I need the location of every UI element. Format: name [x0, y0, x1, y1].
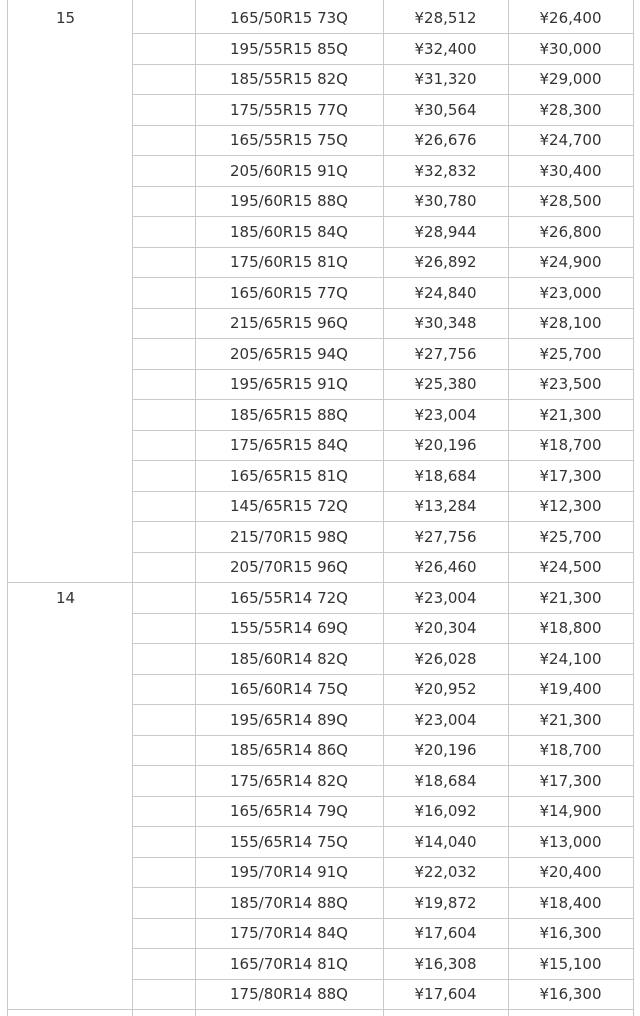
rim-size-cell — [7, 583, 132, 613]
tire-size-cell: 165/65R14 79Q — [230, 802, 348, 820]
price-cell-second: ¥21,300 — [539, 710, 602, 729]
price-cell-second: ¥16,300 — [539, 924, 602, 942]
tire-size-cell: 215/65R15 96Q — [230, 314, 348, 332]
price-cell-first: ¥23,004 — [414, 588, 477, 607]
price-cell-first: ¥17,604 — [414, 924, 477, 942]
price-cell-first: ¥20,952 — [414, 680, 477, 698]
price-cell-first: ¥30,348 — [414, 314, 477, 332]
group-divider — [7, 1009, 633, 1010]
tire-size-cell: 205/70R15 96Q — [230, 558, 348, 576]
tire-size-cell: 165/55R15 75Q — [230, 131, 348, 149]
price-cell-first: ¥18,684 — [414, 466, 477, 485]
tire-size-cell: 165/65R15 81Q — [230, 466, 348, 485]
tire-size-cell: 155/55R14 69Q — [230, 619, 348, 637]
price-cell-second: ¥29,000 — [539, 70, 602, 88]
tire-size-cell: 185/60R15 84Q — [230, 222, 348, 241]
price-cell-first: ¥20,196 — [414, 741, 477, 759]
price-cell-first: ¥22,032 — [414, 863, 477, 881]
tire-size-cell: 165/50R15 73Q — [230, 9, 348, 27]
tire-size-cell: 195/65R15 91Q — [230, 375, 348, 393]
tire-size-cell: 165/60R15 77Q — [230, 283, 348, 302]
price-cell-second: ¥16,300 — [539, 985, 602, 1003]
tire-size-cell: 185/70R14 88Q — [230, 893, 348, 912]
price-cell-first: ¥27,756 — [414, 527, 477, 546]
price-cell-second: ¥28,500 — [539, 192, 602, 210]
tire-size-cell: 175/65R15 84Q — [230, 436, 348, 454]
tire-size-cell: 175/55R15 77Q — [230, 100, 348, 119]
price-cell-second: ¥19,400 — [539, 680, 602, 698]
price-cell-first: ¥20,304 — [414, 619, 477, 637]
price-cell-second: ¥25,700 — [539, 344, 602, 363]
price-cell-first: ¥23,004 — [414, 405, 477, 424]
price-cell-second: ¥28,300 — [539, 100, 602, 119]
price-cell-second: ¥23,000 — [539, 283, 602, 302]
price-cell-second: ¥18,700 — [539, 436, 602, 454]
rim-size-cell — [7, 3, 132, 33]
tire-size-cell: 195/55R15 85Q — [230, 39, 348, 58]
price-cell-first: ¥26,460 — [414, 558, 477, 576]
price-cell-second: ¥17,300 — [539, 466, 602, 485]
tire-size-cell: 195/70R14 91Q — [230, 863, 348, 881]
price-cell-first: ¥31,320 — [414, 70, 477, 88]
column-divider — [7, 0, 8, 1016]
column-divider — [132, 0, 133, 1016]
price-cell-first: ¥25,380 — [414, 375, 477, 393]
price-cell-second: ¥28,100 — [539, 314, 602, 332]
price-cell-first: ¥30,780 — [414, 192, 477, 210]
price-cell-first: ¥32,832 — [414, 161, 477, 180]
price-cell-second: ¥30,400 — [539, 161, 602, 180]
tire-size-cell: 155/65R14 75Q — [230, 832, 348, 851]
price-cell-first: ¥20,196 — [414, 436, 477, 454]
price-cell-second: ¥15,100 — [539, 954, 602, 973]
price-cell-first: ¥13,284 — [414, 497, 477, 515]
price-cell-first: ¥18,684 — [414, 771, 477, 790]
rim-size-label: 14 — [55, 588, 76, 607]
tire-size-cell: 165/55R14 72Q — [230, 588, 348, 607]
price-cell-first: ¥26,892 — [414, 253, 477, 271]
price-cell-first: ¥27,756 — [414, 344, 477, 363]
price-cell-first: ¥30,564 — [414, 100, 477, 119]
price-cell-first: ¥26,676 — [414, 131, 477, 149]
column-divider — [633, 0, 634, 1016]
tire-size-cell: 185/65R15 88Q — [230, 405, 348, 424]
tire-size-cell: 165/70R14 81Q — [230, 954, 348, 973]
price-cell-first: ¥28,512 — [414, 9, 477, 27]
price-cell-second: ¥25,700 — [539, 527, 602, 546]
price-cell-second: ¥26,400 — [539, 9, 602, 27]
price-cell-second: ¥18,700 — [539, 741, 602, 759]
tire-size-cell: 165/60R14 75Q — [230, 680, 348, 698]
price-cell-first: ¥17,604 — [414, 985, 477, 1003]
price-cell-second: ¥26,800 — [539, 222, 602, 241]
price-cell-second: ¥13,000 — [539, 832, 602, 851]
price-cell-second: ¥24,700 — [539, 131, 602, 149]
price-cell-first: ¥24,840 — [414, 283, 477, 302]
tire-size-cell: 145/65R15 72Q — [230, 497, 348, 515]
price-cell-first: ¥28,944 — [414, 222, 477, 241]
tire-size-cell: 205/65R15 94Q — [230, 344, 348, 363]
price-cell-first: ¥23,004 — [414, 710, 477, 729]
price-cell-second: ¥30,000 — [539, 39, 602, 58]
price-cell-first: ¥16,092 — [414, 802, 477, 820]
price-cell-second: ¥23,500 — [539, 375, 602, 393]
price-cell-second: ¥24,900 — [539, 253, 602, 271]
tire-size-cell: 185/55R15 82Q — [230, 70, 348, 88]
tire-size-cell: 175/65R14 82Q — [230, 771, 348, 790]
tire-size-cell: 175/80R14 88Q — [230, 985, 348, 1003]
price-cell-first: ¥19,872 — [414, 893, 477, 912]
price-cell-second: ¥14,900 — [539, 802, 602, 820]
price-cell-second: ¥12,300 — [539, 497, 602, 515]
tire-size-cell: 205/60R15 91Q — [230, 161, 348, 180]
price-cell-second: ¥17,300 — [539, 771, 602, 790]
price-cell-second: ¥18,400 — [539, 893, 602, 912]
price-cell-first: ¥32,400 — [414, 39, 477, 58]
tire-size-cell: 175/60R15 81Q — [230, 253, 348, 271]
price-cell-second: ¥18,800 — [539, 619, 602, 637]
price-cell-second: ¥21,300 — [539, 588, 602, 607]
tire-size-cell: 195/60R15 88Q — [230, 192, 348, 210]
price-cell-first: ¥14,040 — [414, 832, 477, 851]
price-cell-second: ¥21,300 — [539, 405, 602, 424]
price-cell-first: ¥16,308 — [414, 954, 477, 973]
price-cell-second: ¥24,500 — [539, 558, 602, 576]
price-cell-second: ¥20,400 — [539, 863, 602, 881]
tire-size-cell: 215/70R15 98Q — [230, 527, 348, 546]
rim-size-label: 15 — [55, 9, 76, 27]
tire-size-cell: 175/70R14 84Q — [230, 924, 348, 942]
tire-size-cell: 185/60R14 82Q — [230, 649, 348, 668]
tire-size-cell: 185/65R14 86Q — [230, 741, 348, 759]
price-cell-first: ¥26,028 — [414, 649, 477, 668]
tire-size-cell: 195/65R14 89Q — [230, 710, 348, 729]
price-cell-second: ¥24,100 — [539, 649, 602, 668]
